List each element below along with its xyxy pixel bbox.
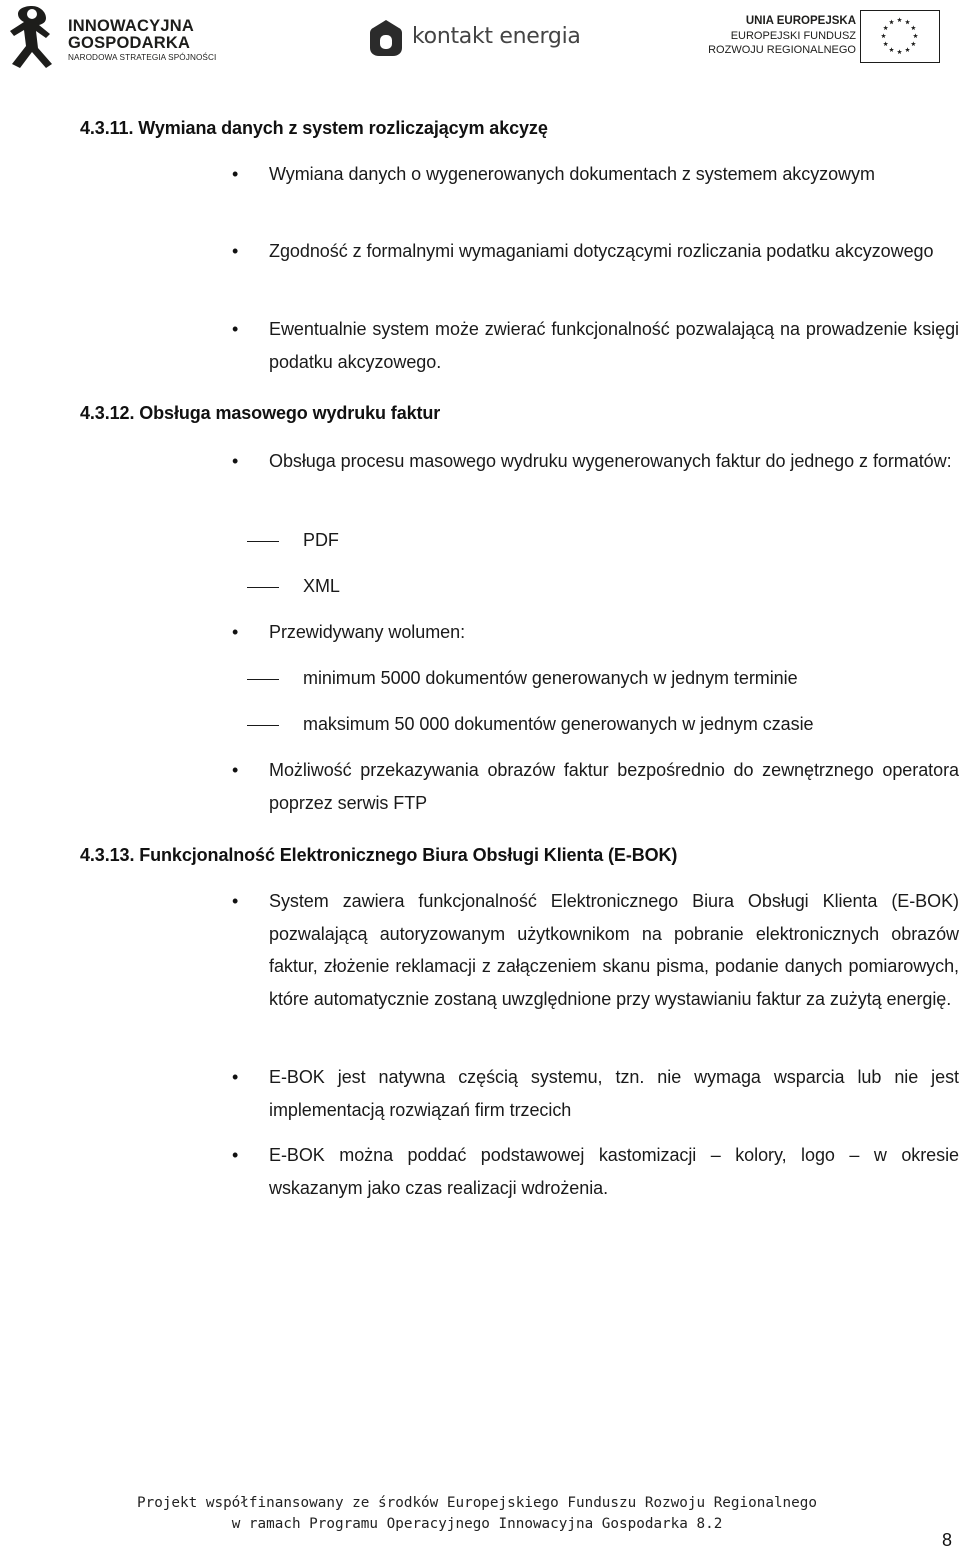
eu-stars-icon (861, 11, 938, 61)
logo-subtitle: NARODOWA STRATEGIA SPÓJNOŚCI (68, 53, 217, 62)
section-heading-4-3-13: 4.3.13. Funkcjonalność Elektronicznego Biura Obsługi Klienta (E-BOK) (80, 845, 678, 865)
bullet-icon: • (232, 319, 239, 339)
bullet-icon: • (232, 451, 239, 471)
list-item: Przewidywany wolumen: (269, 622, 466, 642)
bullet-icon: • (232, 164, 239, 184)
bullet-icon: • (232, 760, 239, 780)
eu-star-icon (913, 33, 918, 38)
list-item: E-BOK jest natywna częścią systemu, tzn. nie wymaga wsparcia lub nie jest implementacją rozwiązań firm trzecich (269, 1067, 959, 1120)
bullet-icon: • (232, 622, 239, 642)
dash-icon (247, 541, 279, 542)
dash-icon (247, 725, 279, 726)
eu-star-icon (889, 20, 894, 25)
innowacyjna-gospodarka-emblem-icon (6, 4, 58, 70)
logo-line-2: GOSPODARKA (68, 34, 191, 52)
eu-star-icon (883, 41, 888, 46)
footer-line-1: Projekt współfinansowany ze środków Europejskiego Funduszu Rozwoju Regionalnego (137, 1495, 817, 1511)
list-item: System zawiera funkcjonalność Elektronicznego Biura Obsługi Klienta (E-BOK) pozwalającą autoryzowanym użytkownikom na pobranie elektronicznych obrazów faktur, złożenie reklamacji z załączeniem skanu pisma, podanie danych pomiarowych, które automatycznie zostaną uwzględnione przy wystawianiu faktur za zużytą energię. (269, 891, 959, 1009)
list-item: E-BOK można poddać podstawowej kastomizacji – kolory, logo – w okresie wskazanym jako czas realizacji wdrożenia. (269, 1145, 959, 1198)
list-item: Obsługa procesu masowego wydruku wygenerowanych faktur do jednego z formatów: (269, 451, 952, 471)
section-heading-4-3-12: 4.3.12. Obsługa masowego wydruku faktur (80, 403, 441, 423)
list-item: Wymiana danych o wygenerowanych dokumentach z systemem akcyzowym (269, 164, 875, 184)
list-item: Zgodność z formalnymi wymaganiami dotyczącymi rozliczania podatku akcyzowego (269, 241, 934, 261)
eu-star-icon (889, 47, 894, 52)
section-heading-4-3-11: 4.3.11. Wymiana danych z system rozliczającym akcyzę (80, 118, 548, 138)
footer-line-2: w ramach Programu Operacyjnego Innowacyjna Gospodarka 8.2 (231, 1516, 723, 1532)
eu-star-icon (911, 25, 916, 30)
eu-star-icon (883, 25, 888, 30)
eu-logo-line-3: ROZWOJU REGIONALNEGO (708, 44, 856, 56)
eu-logo (708, 10, 954, 68)
dash-icon (247, 679, 279, 680)
eu-star-icon (905, 20, 910, 25)
page-number: 8 (941, 1530, 952, 1550)
sub-list-item: PDF (303, 530, 339, 550)
list-item: Możliwość przekazywania obrazów faktur bezpośrednio do zewnętrznego operatora poprzez serwis FTP (269, 760, 959, 813)
innowacyjna-gospodarka-logo (6, 4, 231, 70)
eu-logo-line-2: EUROPEJSKI FUNDUSZ (730, 30, 856, 42)
dash-icon (247, 587, 279, 588)
kontakt-energia-wordmark: kontakt energia (412, 24, 581, 49)
sub-list-item: XML (303, 576, 340, 596)
kontakt-energia-house-icon (368, 18, 404, 58)
sub-list-item: maksimum 50 000 dokumentów generowanych w jednym czasie (303, 714, 814, 734)
bullet-icon: • (232, 241, 239, 261)
bullet-icon: • (232, 891, 239, 911)
sub-list-item: minimum 5000 dokumentów generowanych w jednym terminie (303, 668, 798, 688)
eu-star-icon (897, 17, 902, 22)
eu-flag (860, 10, 940, 63)
eu-star-icon (897, 49, 902, 54)
page-header (0, 0, 960, 80)
logo-line-1: INNOWACYJNA (68, 17, 194, 35)
page-footer (0, 1493, 960, 1535)
eu-star-icon (911, 41, 916, 46)
bullet-icon: • (232, 1145, 239, 1165)
bullet-icon: • (232, 1067, 239, 1087)
eu-star-icon (905, 47, 910, 52)
eu-star-icon (881, 33, 886, 38)
list-item: Ewentualnie system może zwierać funkcjonalność pozwalającą na prowadzenie księgi podatku akcyzowego. (269, 319, 959, 372)
eu-logo-line-1: UNIA EUROPEJSKA (745, 15, 856, 27)
